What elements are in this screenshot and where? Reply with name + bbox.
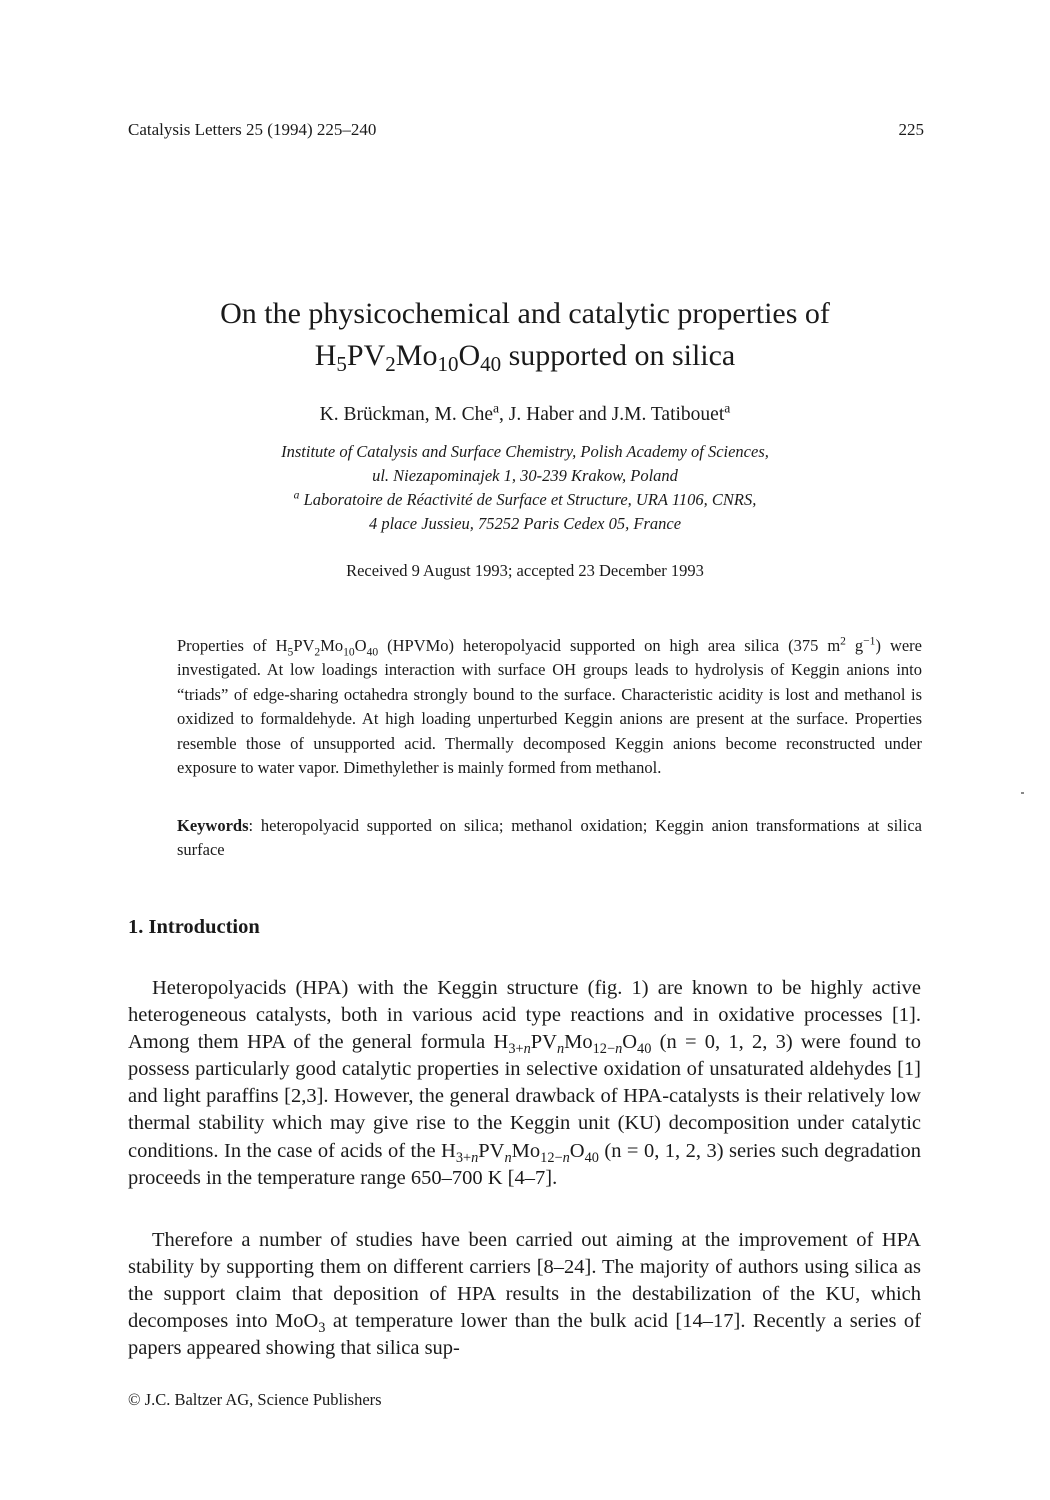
running-header-journal: Catalysis Letters 25 (1994) 225–240 [128,120,377,139]
keywords-label: Keywords [177,816,249,835]
title-suffix: supported on silica [501,339,736,372]
keywords: Keywords: heteropolyacid supported on silica; methanol oxidation; Keggin anion transformations at silica surface [177,816,922,859]
affiliation-line1: Institute of Catalysis and Surface Chemistry, Polish Academy of Sciences, [281,442,769,461]
affiliation-line4: 4 place Jussieu, 75252 Paris Cedex 05, France [368,514,682,533]
section-heading: 1. Introduction [128,916,260,938]
affiliation-line2: ul. Niezapominajek 1, 30-239 Krakow, Poland [372,466,678,485]
affiliation-line3: $^a$ Laboratoire de Réactivité de Surface et Structure, URA 1106, CNRS, [293,489,757,509]
page-number: 225 [898,120,924,139]
paper-title-line2: H5PV2Mo10O40 supported on silica [314,339,736,376]
paper-title-line1: On the physicochemical and catalytic properties of [220,297,830,330]
author-list: K. Brückman, M. Che$^a$, J. Haber and J.M. Tatibouet$^a$ [319,400,731,425]
received-dates: Received 9 August 1993; accepted 23 December 1993 [346,561,704,580]
scan-speck [1021,792,1024,794]
intro-paragraph-1: Heteropolyacids (HPA) with the Keggin structure (fig. 1) are known to be highly active heterogeneous catalysts, both in various acid type reactions and in oxidative processes [1]. Among them HPA of the general formula $H_{3+n}PV_nMo_{12-n}O_{40}$ (n = 0, 1, 2, 3) were found to possess particularly good catalytic properties in selective oxidation of unsaturated aldehydes [1] and light paraffins [2,3]. However, the general drawback of HPA-catalysts is their relatively low thermal stability which may give rise to the Keggin unit (KU) decomposition under catalytic conditions. In the case of acids of the $H_{3+n}PV_nMo_{12-n}O_{40}$ (n = 0, 1, 2, 3) series such degradation proceeds in the temperature range 650–700 K [4–7]. [128,977,921,1189]
abstract: Properties of $H_5PV_2Mo_{10}O_{40}$ (HPVMo) heteropolyacid supported on high area silica (375 $m^2$ $g^{-1}$) were investigated. At low loadings interaction with surface OH groups leads to hydrolysis of Keggin anions into “triads” of edge-sharing octahedra strongly bound to the surface. Characteristic acidity is lost and methanol is oxidized to formaldehyde. At high loading unperturbed Keggin anions are present at the surface. Properties resemble those of unsupported acid. Thermally decomposed Keggin anions become reconstructed under exposure to water vapor. Dimethylether is mainly formed from methanol. [177,635,922,778]
publisher-footer: © J.C. Baltzer AG, Science Publishers [128,1390,382,1409]
intro-paragraph-2: Therefore a number of studies have been carried out aiming at the improvement of HPA stability by supporting them on different carriers [8–24]. The majority of authors using silica as the support claim that deposition of HPA results in the destabilization of the KU, which decomposes into MoO$_3$ at temperature lower than the bulk acid [14–17]. Recently a series of papers appeared showing that silica sup- [128,1229,921,1360]
